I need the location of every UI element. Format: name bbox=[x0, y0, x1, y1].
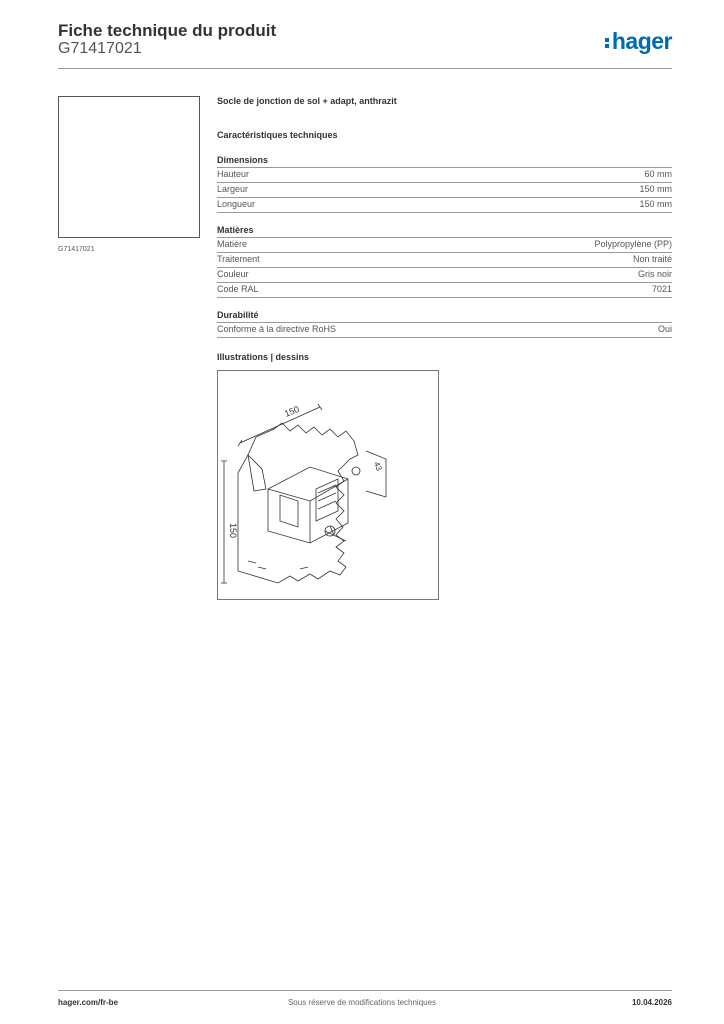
spec-row bbox=[217, 183, 672, 198]
group-title: Durabilité bbox=[217, 310, 672, 323]
footer-website[interactable]: hager.com/fr-be bbox=[58, 998, 119, 1007]
spec-value: 150 mm bbox=[639, 184, 672, 194]
spec-label: Longueur bbox=[217, 199, 256, 209]
dim-depth-label: 43 bbox=[372, 460, 384, 473]
spec-row bbox=[217, 238, 672, 253]
footer-notice: Sous réserve de modifications techniques bbox=[287, 998, 437, 1007]
dim-line-width bbox=[238, 404, 322, 446]
spec-value: 7021 bbox=[651, 284, 672, 294]
spec-row bbox=[217, 323, 672, 338]
header-divider bbox=[58, 68, 672, 69]
spec-group-materials bbox=[217, 225, 672, 298]
footer-date: 10.04.2026 bbox=[631, 998, 672, 1007]
spec-value: Gris noir bbox=[637, 269, 672, 279]
technical-drawing-svg bbox=[218, 371, 438, 599]
product-code: G71417021 bbox=[58, 40, 142, 57]
thumbnail-caption: G71417021 bbox=[58, 246, 95, 253]
spec-value: Polypropylène (PP) bbox=[594, 239, 672, 249]
spec-group-durability bbox=[217, 310, 672, 338]
group-title: Matières bbox=[217, 225, 672, 238]
side-wing bbox=[248, 455, 266, 491]
page-title: Fiche technique du produit bbox=[58, 21, 277, 40]
dim-line-height bbox=[221, 461, 227, 583]
spec-label: Code RAL bbox=[217, 284, 259, 294]
spec-label: Conforme à la directive RoHS bbox=[217, 324, 337, 334]
logo-text: hager bbox=[611, 28, 672, 54]
spec-value: 150 mm bbox=[639, 199, 672, 209]
hager-logo bbox=[605, 28, 672, 55]
group-title: Dimensions bbox=[217, 155, 672, 168]
spec-label: Traitement bbox=[217, 254, 260, 264]
spec-label: Matière bbox=[217, 239, 248, 249]
spec-row bbox=[217, 198, 672, 213]
adapter bbox=[280, 479, 338, 527]
logo-dots-icon bbox=[605, 36, 610, 50]
dim-line-depth bbox=[366, 451, 386, 497]
dim-width-label: 150 bbox=[283, 403, 301, 419]
spec-row bbox=[217, 268, 672, 283]
spec-label: Couleur bbox=[217, 269, 249, 279]
spec-row bbox=[217, 168, 672, 183]
spec-row bbox=[217, 283, 672, 298]
screw bbox=[352, 467, 360, 475]
spec-label: Hauteur bbox=[217, 169, 250, 179]
illustrations-title: Illustrations | dessins bbox=[217, 352, 310, 362]
specs-title: Caractéristiques techniques bbox=[217, 130, 338, 140]
dim-height-label: 150 bbox=[228, 523, 238, 539]
spec-label: Largeur bbox=[217, 184, 249, 194]
spec-value: Non traité bbox=[632, 254, 672, 264]
spec-value: 60 mm bbox=[644, 169, 672, 179]
technical-drawing bbox=[217, 370, 439, 600]
spec-group-dimensions bbox=[217, 155, 672, 213]
spec-value: Oui bbox=[657, 324, 672, 334]
product-name: Socle de jonction de sol + adapt, anthrazit bbox=[217, 96, 397, 106]
product-image-placeholder bbox=[58, 96, 200, 238]
footer-divider bbox=[58, 990, 672, 991]
specs-content bbox=[217, 96, 672, 600]
spec-row bbox=[217, 253, 672, 268]
